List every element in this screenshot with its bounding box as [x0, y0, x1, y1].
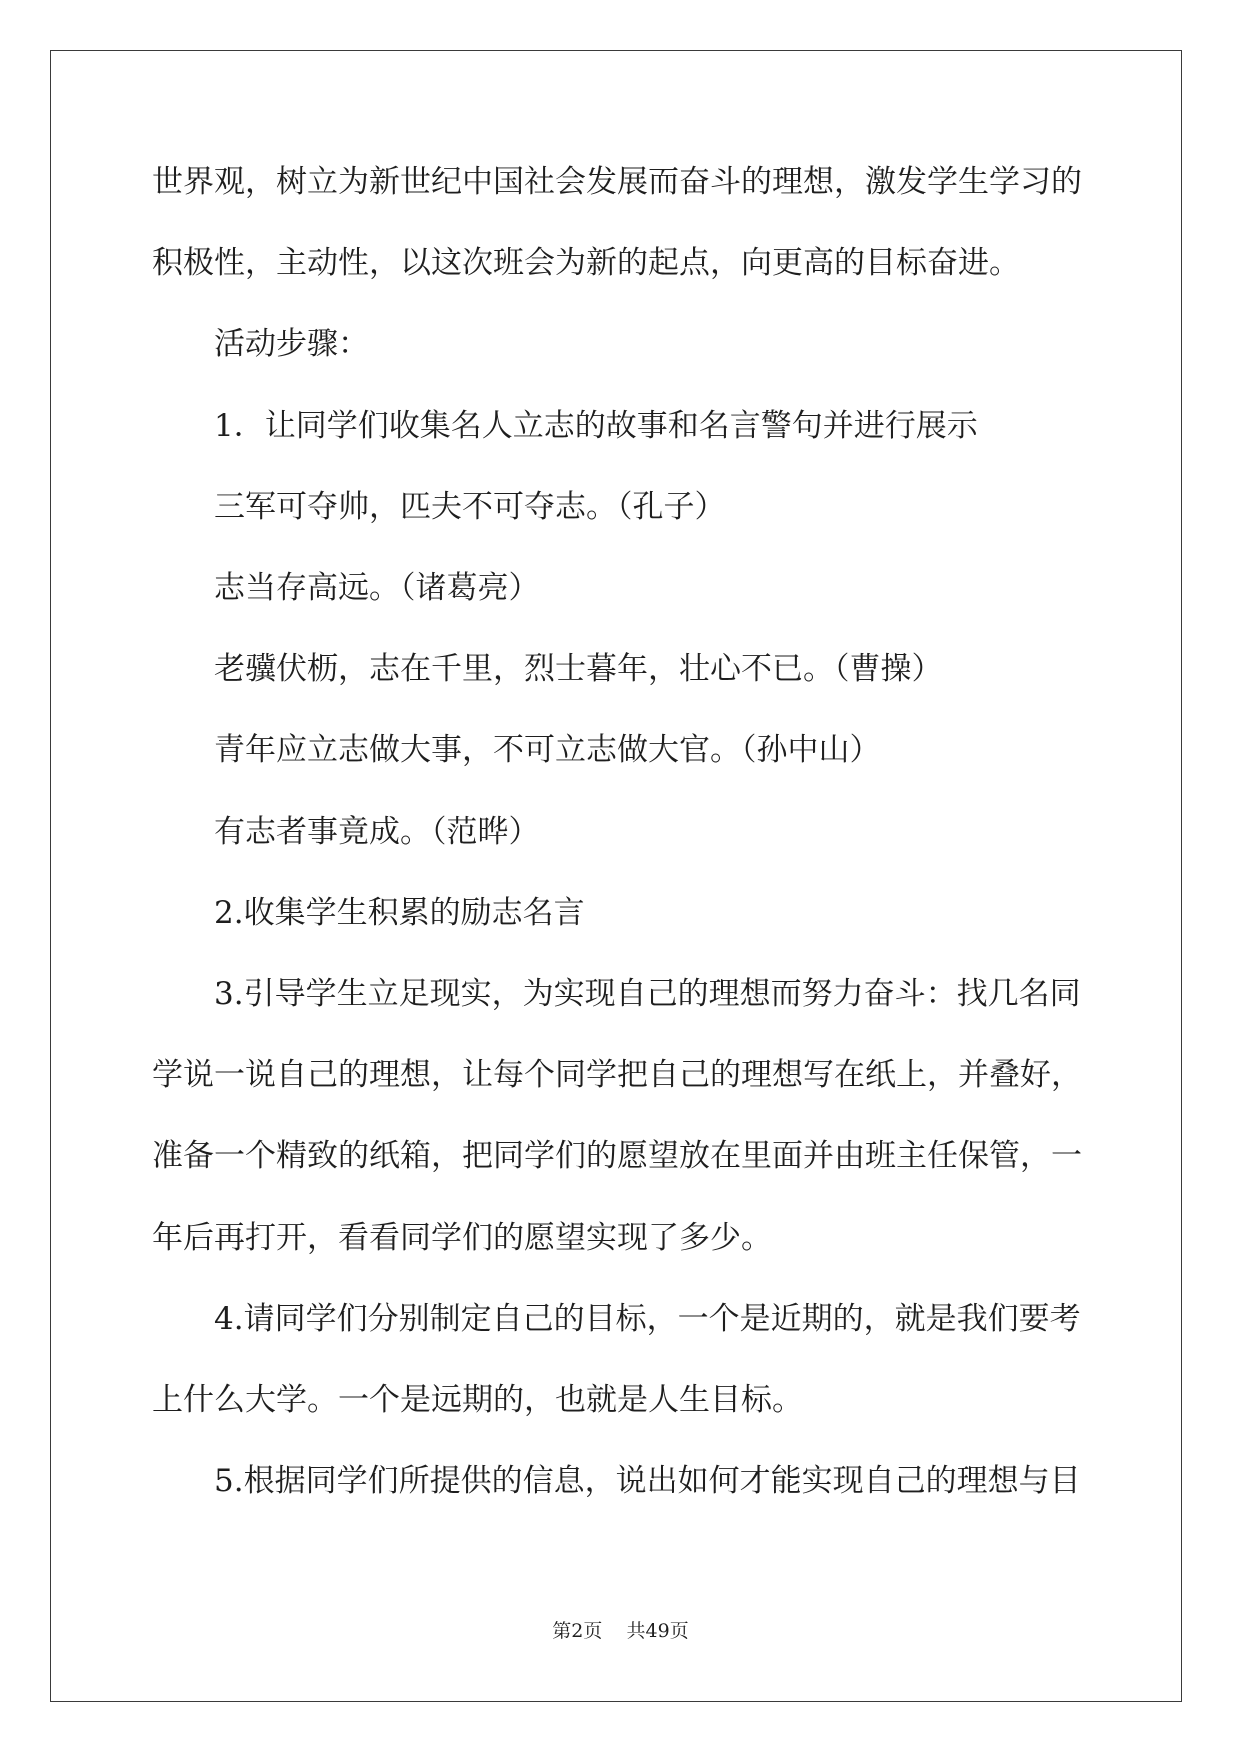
text-line: 1．让同学们收集名人立志的故事和名言警句并进行展示 — [214, 407, 978, 444]
text-line: 活动步骤： — [214, 326, 369, 363]
text-line: 世界观，树立为新世纪中国社会发展而奋斗的理想，激发学生学习的 — [152, 164, 1082, 200]
text-line: 志当存高远。（诸葛亮） — [214, 570, 540, 606]
page-border — [50, 50, 1182, 1702]
page-footer — [0, 1616, 1241, 1643]
text-line: 有志者事竟成。（范晔） — [214, 813, 540, 850]
text-line: 三军可夺帅，匹夫不可夺志。（孔子） — [214, 488, 726, 525]
text-line: 老骥伏枥，志在千里，烈士暮年，壮心不已。（曹操） — [214, 651, 943, 688]
text-line: 积极性，主动性，以这次班会为新的起点，向更高的目标奋进。 — [152, 245, 1020, 282]
text-line: 5.根据同学们所提供的信息，说出如何才能实现自己的理想与目 — [214, 1463, 1081, 1500]
text-line: 上什么大学。一个是远期的，也就是人生目标。 — [152, 1382, 803, 1418]
page-number: 第2页 — [552, 1620, 603, 1642]
text-line: 准备一个精致的纸箱，把同学们的愿望放在里面并由班主任保管，一 — [152, 1138, 1082, 1175]
text-line: 3.引导学生立足现实，为实现自己的理想而努力奋斗：找几名同 — [214, 976, 1081, 1012]
text-line: 学说一说自己的理想，让每个同学把自己的理想写在纸上，并叠好， — [152, 1057, 1082, 1094]
text-line: 青年应立志做大事，不可立志做大官。（孙中山） — [214, 732, 881, 769]
text-line: 年后再打开，看看同学们的愿望实现了多少。 — [152, 1219, 772, 1256]
text-line: 4.请同学们分别制定自己的目标，一个是近期的，就是我们要考 — [214, 1300, 1081, 1337]
text-line: 2.收集学生积累的励志名言 — [214, 894, 585, 931]
page-total: 共49页 — [626, 1620, 689, 1642]
